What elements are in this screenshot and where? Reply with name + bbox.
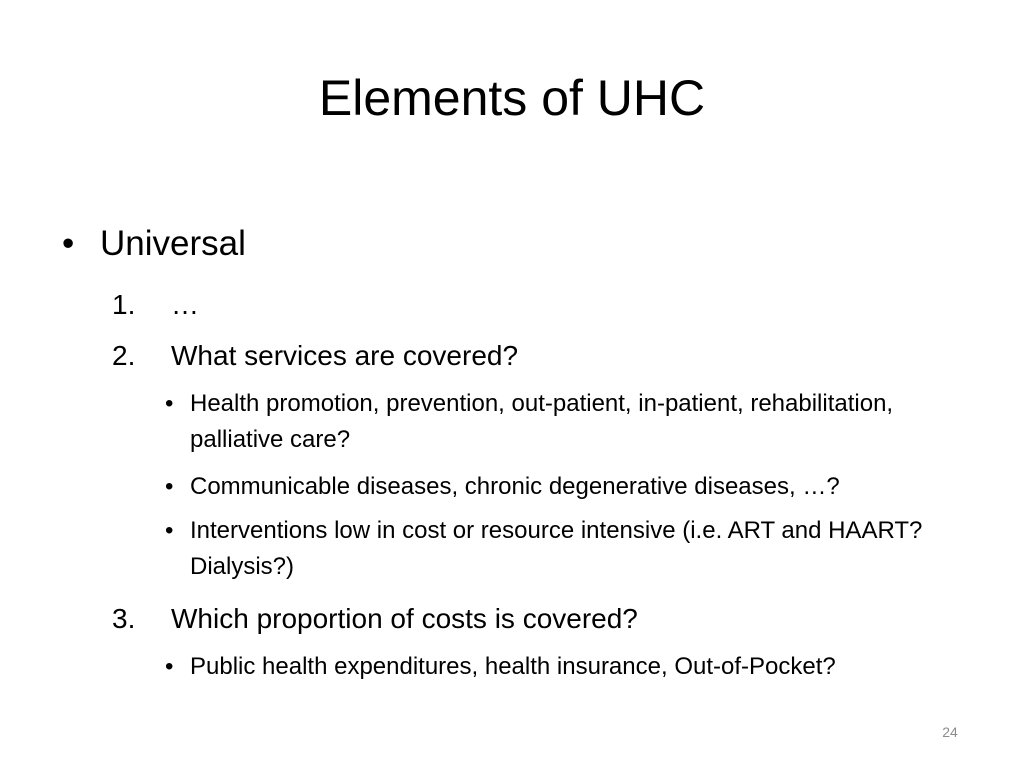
bullet-text: Universal xyxy=(100,224,246,263)
sub-item-text: Interventions low in cost or resource intensive (i.e. ART and HAART? Dialysis?) xyxy=(190,517,923,580)
bullet-icon: • xyxy=(165,653,174,680)
bullet-icon: • xyxy=(165,517,174,544)
sub-item-text: Communicable diseases, chronic degenerative diseases, …? xyxy=(190,473,840,500)
bullet-icon: • xyxy=(62,224,75,263)
slide-number: 24 xyxy=(942,724,958,740)
sub-item-text: Health promotion, prevention, out-patient, in-patient, rehabilitation, palliative care? xyxy=(190,390,894,453)
item-number: 2. xyxy=(112,340,136,371)
item-text: … xyxy=(171,289,199,320)
sub-item-text: Public health expenditures, health insurance, Out-of-Pocket? xyxy=(190,653,836,680)
item-text: What services are covered? xyxy=(171,340,519,371)
item-number: 3. xyxy=(112,603,136,634)
bullet-icon: • xyxy=(165,473,174,500)
item-number: 1. xyxy=(112,289,136,320)
slide-title: Elements of UHC xyxy=(318,70,706,126)
bullet-icon: • xyxy=(165,390,174,417)
item-text: Which proportion of costs is covered? xyxy=(171,603,638,634)
